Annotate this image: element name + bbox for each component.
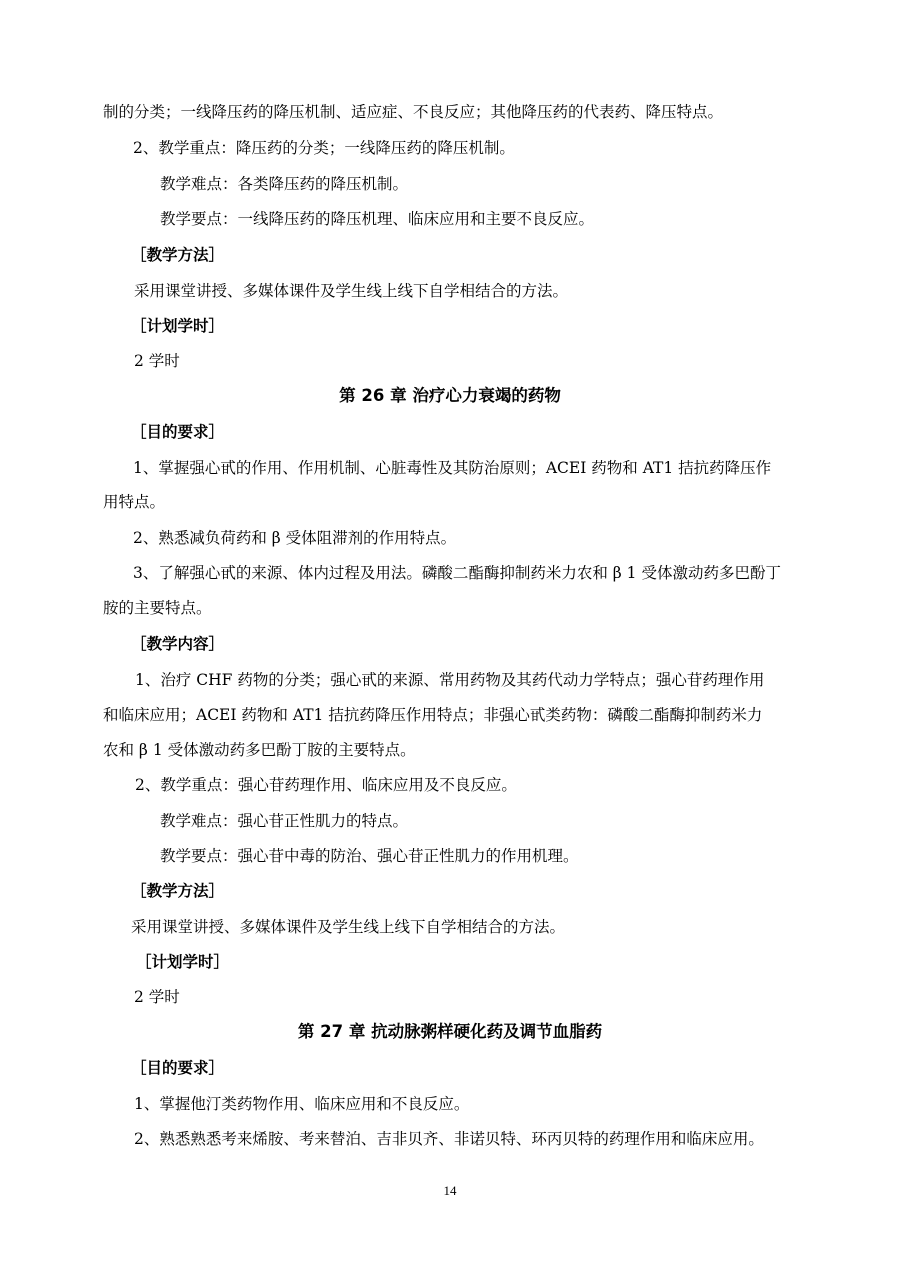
- section-heading-teaching-content: ［教学内容］: [131, 635, 225, 653]
- section-heading-planned-hours: ［计划学时］: [131, 317, 225, 335]
- body-text-line: 农和 β 1 受体激动药多巴酚丁胺的主要特点。: [103, 741, 416, 759]
- section-heading-planned-hours: ［计划学时］: [136, 953, 230, 971]
- chapter-26-title: 第 26 章 治疗心力衰竭的药物: [339, 386, 561, 405]
- body-text-line: 和临床应用；ACEI 药物和 AT1 拮抗药降压作用特点；非强心甙类药物：磷酸二酯酶抑制药米力: [103, 706, 763, 724]
- page-number: 14: [443, 1183, 457, 1198]
- body-text-line: 3、了解强心甙的来源、体内过程及用法。磷酸二酯酶抑制药米力农和 β 1 受体激动药多巴酚丁: [133, 564, 781, 582]
- body-text-line: 2、教学重点：降压药的分类；一线降压药的降压机制。: [133, 139, 515, 157]
- body-text-line: 教学要点：强心苷中毒的防治、强心苷正性肌力的作用机理。: [160, 847, 579, 865]
- body-text-line: 采用课堂讲授、多媒体课件及学生线上线下自学相结合的方法。: [131, 918, 566, 936]
- body-text-line: 采用课堂讲授、多媒体课件及学生线上线下自学相结合的方法。: [134, 282, 569, 300]
- body-text-line: 教学难点：各类降压药的降压机制。: [160, 175, 409, 193]
- body-text-line: 2 学时: [134, 352, 180, 370]
- section-heading-teaching-method: ［教学方法］: [131, 882, 225, 900]
- body-text-line: 2、教学重点：强心苷药理作用、临床应用及不良反应。: [135, 776, 517, 794]
- section-heading-objectives: ［目的要求］: [131, 1059, 225, 1077]
- body-text-line: 教学难点：强心苷正性肌力的特点。: [160, 812, 409, 830]
- body-text-line: 教学要点：一线降压药的降压机理、临床应用和主要不良反应。: [160, 210, 595, 228]
- body-text-line: 2、熟悉减负荷药和 β 受体阻滞剂的作用特点。: [133, 529, 457, 547]
- body-text-line: 2 学时: [134, 988, 180, 1006]
- body-text-line: 1、治疗 CHF 药物的分类；强心甙的来源、常用药物及其药代动力学特点；强心苷药理作用: [135, 671, 765, 689]
- body-text-line: 2、熟悉熟悉考来烯胺、考来替泊、吉非贝齐、非诺贝特、环丙贝特的药理作用和临床应用。: [134, 1130, 764, 1148]
- body-text-line: 用特点。: [103, 493, 166, 511]
- section-heading-objectives: ［目的要求］: [131, 423, 225, 441]
- body-text-line: 胺的主要特点。: [103, 599, 212, 617]
- body-text-line: 1、掌握强心甙的作用、作用机制、心脏毒性及其防治原则；ACEI 药物和 AT1 拮抗药降压作: [133, 459, 772, 477]
- body-text-line: 1、掌握他汀类药物作用、临床应用和不良反应。: [134, 1095, 470, 1113]
- body-text-line: 制的分类；一线降压药的降压机制、适应症、不良反应；其他降压药的代表药、降压特点。: [103, 103, 724, 121]
- chapter-27-title: 第 27 章 抗动脉粥样硬化药及调节血脂药: [297, 1022, 603, 1041]
- section-heading-teaching-method: ［教学方法］: [131, 246, 225, 264]
